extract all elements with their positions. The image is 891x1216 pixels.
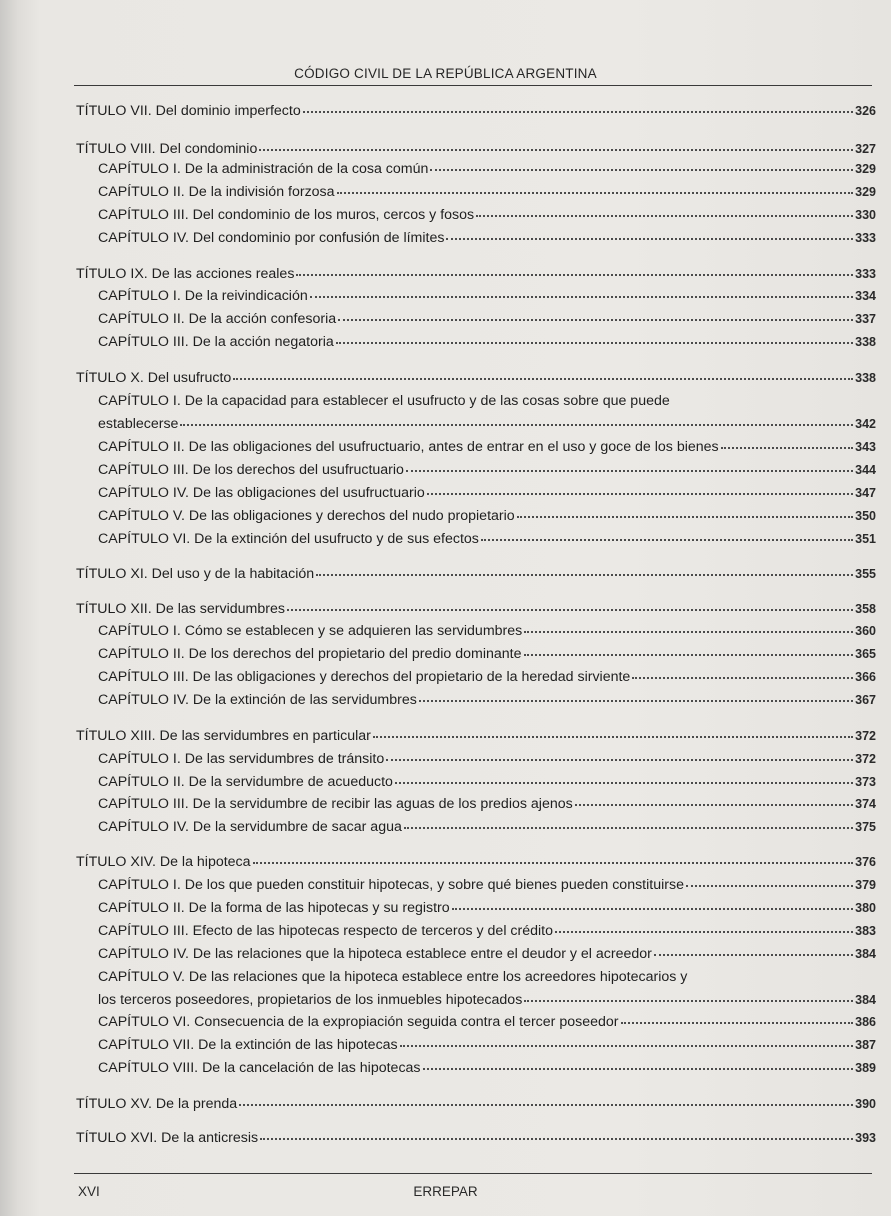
toc-chapter-entry [98, 333, 876, 351]
dot-leader [632, 677, 853, 679]
dot-leader [337, 192, 854, 194]
toc-chapter-entry [98, 1059, 876, 1077]
toc-chapter-entry [98, 773, 876, 791]
dot-leader [575, 804, 853, 806]
toc-page-number: 344 [855, 463, 876, 477]
toc-page-number: 390 [855, 1097, 876, 1111]
toc-chapter-entry [98, 1036, 876, 1054]
toc-entry-text: TÍTULO IX. De las acciones reales [76, 266, 295, 282]
dot-leader [406, 470, 853, 472]
dot-leader [621, 1022, 854, 1024]
toc-chapter-entry [98, 750, 876, 768]
dot-leader [721, 447, 853, 449]
toc-page-number: 360 [855, 624, 876, 638]
toc-entry-text: TÍTULO XVI. De la anticresis [76, 1130, 259, 1146]
toc-entry-text: TÍTULO XIII. De las servidumbres en particular [76, 728, 371, 744]
toc-entry-text: CAPÍTULO II. De los derechos del propietario del predio dominante [98, 646, 522, 662]
toc-chapter-entry [98, 818, 876, 836]
toc-chapter-entry [98, 206, 876, 224]
toc-entry-text: establecerse [98, 416, 179, 432]
toc-entry-text: CAPÍTULO II. De la indivisión forzosa [98, 184, 335, 200]
toc-page-number: 387 [855, 1038, 876, 1052]
dot-leader [524, 654, 854, 656]
toc-page-number: 373 [855, 775, 876, 789]
toc-title-entry [76, 565, 876, 583]
dot-leader [395, 782, 853, 784]
toc-entry-text: CAPÍTULO II. De la acción confesoria [98, 311, 337, 327]
toc-entry-text: CAPÍTULO I. De los que pueden constituir hipotecas, y sobre qué bienes pueden constituirse [98, 877, 684, 893]
dot-leader [400, 1045, 853, 1047]
toc-entry-text: CAPÍTULO II. De la servidumbre de acueducto [98, 774, 393, 790]
toc-entry-text: TÍTULO X. Del usufructo [76, 370, 232, 386]
running-header: CÓDIGO CIVIL DE LA REPÚBLICA ARGENTINA [294, 66, 597, 81]
dot-leader [517, 516, 853, 518]
toc-page-number: 347 [855, 486, 876, 500]
dot-leader [386, 759, 853, 761]
toc-entry-text: TÍTULO XI. Del uso y de la habitación [76, 566, 315, 582]
toc-title-entry [76, 369, 876, 387]
toc-page-number: 367 [855, 693, 876, 707]
toc-page-number: 379 [855, 878, 876, 892]
toc-entry-text: CAPÍTULO III. De la servidumbre de recibir las aguas de los predios ajenos [98, 796, 573, 812]
toc-chapter-entry [98, 1013, 876, 1031]
toc-entry-text: CAPÍTULO VII. De la extinción de las hipotecas [98, 1037, 398, 1053]
toc-title-entry [76, 727, 876, 745]
toc-chapter-entry [98, 287, 876, 305]
toc-page-number: 384 [855, 947, 876, 961]
toc-entry-text: CAPÍTULO IV. De las relaciones que la hipoteca establece entre el deudor y el acreedor [98, 946, 652, 962]
toc-entry-text: CAPÍTULO II. De las obligaciones del usufructuario, antes de entrar en el uso y goce de los bienes [98, 439, 719, 455]
dot-leader [338, 319, 853, 321]
toc-page-number: 383 [855, 924, 876, 938]
toc-entry-text: CAPÍTULO I. De la capacidad para establecer el usufructo y de las cosas sobre que puede [98, 393, 670, 409]
toc-entry-text: CAPÍTULO I. De la administración de la cosa común [98, 161, 429, 177]
toc-chapter-entry [98, 622, 876, 640]
toc-entry-text: CAPÍTULO I. De las servidumbres de tránsito [98, 751, 385, 767]
toc-page-number: 342 [855, 417, 876, 431]
dot-leader [654, 954, 853, 956]
toc-page-number: 375 [855, 820, 876, 834]
toc-chapter-entry [98, 691, 876, 709]
dot-leader [446, 238, 853, 240]
toc-page-number: 386 [855, 1015, 876, 1029]
toc-page-number: 333 [855, 231, 876, 245]
footer-divider [74, 1173, 872, 1174]
toc-title-entry [76, 600, 876, 618]
dot-leader [452, 908, 853, 910]
toc-chapter-entry [98, 484, 876, 502]
toc-page-number: 338 [855, 371, 876, 385]
toc-page-number: 365 [855, 647, 876, 661]
toc-page-number: 372 [855, 752, 876, 766]
toc-entry-text: CAPÍTULO II. De la forma de las hipotecas y su registro [98, 900, 450, 916]
toc-chapter-entry [98, 461, 876, 479]
dot-leader [481, 539, 853, 541]
toc-entry-text: los terceros poseedores, propietarios de los inmuebles hipotecados [98, 992, 523, 1008]
toc-entry-text: TÍTULO XIV. De la hipoteca [76, 854, 251, 870]
dot-leader [296, 274, 853, 276]
toc-chapter-entry [98, 438, 876, 456]
toc-page-number: 326 [855, 104, 876, 118]
dot-leader [476, 215, 853, 217]
toc-chapter-entry [98, 876, 876, 894]
dot-leader [260, 1138, 853, 1140]
toc-chapter-entry [98, 160, 876, 178]
toc-chapter-entry [98, 310, 876, 328]
toc-page-number: 384 [855, 993, 876, 1007]
publisher-name: ERREPAR [413, 1184, 478, 1199]
toc-title-entry [76, 140, 876, 158]
dot-leader [404, 827, 853, 829]
toc-page-number: 343 [855, 440, 876, 454]
toc-page-number: 355 [855, 567, 876, 581]
toc-page-number: 329 [855, 185, 876, 199]
toc-chapter-entry [98, 229, 876, 247]
dot-leader [316, 574, 853, 576]
dot-leader [555, 931, 853, 933]
toc-entry-text: TÍTULO XV. De la prenda [76, 1096, 238, 1112]
toc-chapter-entry [98, 945, 876, 963]
toc-page-number: 374 [855, 797, 876, 811]
toc-chapter-entry [98, 415, 876, 433]
toc-entry-text: CAPÍTULO VIII. De la cancelación de las hipotecas [98, 1060, 421, 1076]
toc-title-entry [76, 265, 876, 283]
toc-page-number: 389 [855, 1061, 876, 1075]
dot-leader [233, 378, 853, 380]
dot-leader [524, 631, 853, 633]
page-number: XVI [78, 1184, 100, 1199]
dot-leader [310, 296, 853, 298]
toc-page-number: 334 [855, 289, 876, 303]
toc-chapter-entry [98, 183, 876, 201]
dot-leader [423, 1068, 854, 1070]
toc-entry-text: CAPÍTULO III. De las obligaciones y derechos del propietario de la heredad sirviente [98, 669, 631, 685]
toc-entry-text: CAPÍTULO III. De los derechos del usufructuario [98, 462, 404, 478]
toc-chapter-entry [98, 645, 876, 663]
toc-page-number: 366 [855, 670, 876, 684]
toc-entry-text: CAPÍTULO VI. De la extinción del usufructo y de sus efectos [98, 531, 479, 547]
toc-entry-text: CAPÍTULO III. Del condominio de los muros, cercos y fosos [98, 207, 475, 223]
toc-entry-text: CAPÍTULO V. De las relaciones que la hipoteca establece entre los acreedores hipotecarios y [98, 969, 688, 985]
toc-entry-text: TÍTULO XII. De las servidumbres [76, 601, 285, 617]
dot-leader [303, 111, 853, 113]
toc-entry-text: CAPÍTULO IV. De la servidumbre de sacar agua [98, 819, 402, 835]
toc-page-number: 351 [855, 532, 876, 546]
toc-chapter-entry [98, 899, 876, 917]
toc-entry-text: CAPÍTULO V. De las obligaciones y derechos del nudo propietario [98, 508, 515, 524]
toc-entry-text: TÍTULO VII. Del dominio imperfecto [76, 103, 301, 119]
toc-entry-text: CAPÍTULO I. Cómo se establecen y se adquieren las servidumbres [98, 623, 523, 639]
dot-leader [427, 493, 853, 495]
toc-chapter-entry [98, 530, 876, 548]
toc-title-entry [76, 853, 876, 871]
toc-chapter-entry [98, 668, 876, 686]
toc-page-number: 330 [855, 208, 876, 222]
toc-chapter-entry [98, 795, 876, 813]
toc-page-number: 376 [855, 855, 876, 869]
dot-leader [336, 342, 853, 344]
toc-page-number: 350 [855, 509, 876, 523]
toc-chapter-entry [98, 991, 876, 1009]
dot-leader [180, 424, 853, 426]
toc-entry-text: CAPÍTULO VI. Consecuencia de la expropiación seguida contra el tercer poseedor [98, 1014, 619, 1030]
toc-chapter-entry [98, 922, 876, 940]
toc-page-number: 358 [855, 602, 876, 616]
dot-leader [430, 169, 853, 171]
dot-leader [373, 736, 853, 738]
toc-page-number: 327 [855, 142, 876, 156]
dot-leader [259, 149, 853, 151]
toc-page-number: 380 [855, 901, 876, 915]
toc-entry-text: CAPÍTULO IV. De las obligaciones del usufructuario [98, 485, 425, 501]
toc-page-number: 333 [855, 267, 876, 281]
dot-leader [419, 700, 853, 702]
toc-entry-text: CAPÍTULO IV. De la extinción de las servidumbres [98, 692, 417, 708]
toc-entry-text: CAPÍTULO III. De la acción negatoria [98, 334, 334, 350]
toc-page-number: 393 [855, 1131, 876, 1145]
toc-page-number: 329 [855, 162, 876, 176]
dot-leader [253, 862, 854, 864]
toc-title-entry [76, 1095, 876, 1113]
toc-page-number: 372 [855, 729, 876, 743]
toc-title-entry [76, 1129, 876, 1147]
toc-title-entry [76, 102, 876, 120]
toc-chapter-entry [98, 392, 670, 410]
dot-leader [686, 885, 853, 887]
toc-entry-text: TÍTULO VIII. Del condominio [76, 141, 258, 157]
toc-entry-text: CAPÍTULO I. De la reivindicación [98, 288, 308, 304]
toc-entry-text: CAPÍTULO III. Efecto de las hipotecas respecto de terceros y del crédito [98, 923, 554, 939]
dot-leader [524, 1000, 853, 1002]
dot-leader [287, 609, 853, 611]
toc-page-number: 337 [855, 312, 876, 326]
toc-chapter-entry [98, 968, 687, 986]
toc-entry-text: CAPÍTULO IV. Del condominio por confusión de límites [98, 230, 445, 246]
toc-chapter-entry [98, 507, 876, 525]
toc-page-number: 338 [855, 335, 876, 349]
dot-leader [239, 1104, 853, 1106]
